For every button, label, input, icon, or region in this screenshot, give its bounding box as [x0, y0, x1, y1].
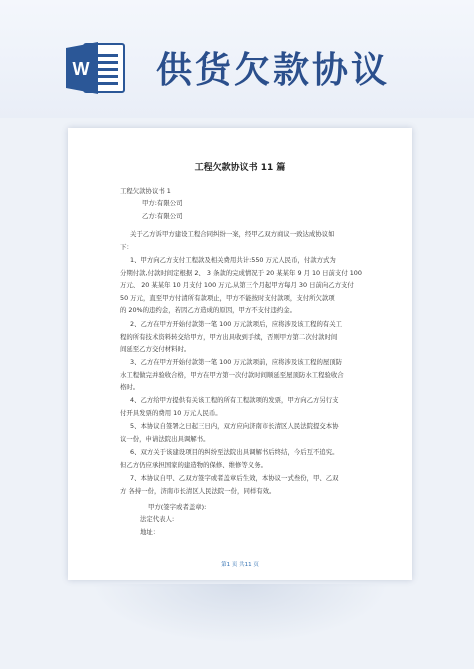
document-subtitle: 工程欠款协议书 1: [120, 187, 171, 195]
document-page: [68, 128, 412, 580]
intro-line: 下：: [120, 242, 133, 251]
clause-line: 格时。: [120, 383, 140, 392]
clause-6: [120, 446, 380, 471]
signature-representative: 法定代表人:: [140, 515, 175, 523]
party-b: 乙方:有限公司: [142, 212, 183, 220]
header-banner: [0, 0, 474, 118]
clause-line: 50 万元，直至甲方付清所有款项止，甲方不能按时支付款项，支付所欠款项: [120, 293, 335, 302]
clause-4: [120, 394, 380, 419]
clause-line: 7、本协议自甲、乙双方签字或者盖章后生效，本协议一式叁份，甲、乙双: [130, 474, 339, 482]
clause-line: 万元、 20 某某年 10 月支付 100 万元,从第三个月起甲方每月 30 日前向乙方支付: [120, 281, 354, 290]
clause-line: 2、乙方在甲方开始付款第一笔 100 万元款项后，应将涉及该工程的有关工: [130, 320, 343, 328]
clause-line: 水工程做完并验收合格，甲方在甲方第一次付款时间顺延至屋顶防水工程验收合: [120, 370, 344, 379]
clause-line: 间延至乙方交付材料时。: [120, 345, 191, 354]
clause-line: 议一份，申请法院出具调解书。: [120, 434, 210, 443]
page-shadow: [90, 584, 390, 644]
clause-line: 方 各持一份，济南市长清区人民法院一份，同样有效。: [120, 486, 276, 495]
clause-line: 的 20%的违约金，若因乙方造成的原因，甲方不支付违约金。: [120, 306, 297, 315]
signature-party-a: 甲方(签字或者盖章):: [148, 503, 207, 511]
banner-title: 供货欠款协议: [156, 50, 391, 91]
clause-1: [120, 254, 380, 317]
clause-5: [120, 420, 380, 445]
clause-line: 但乙方仍应承担国家的建造物的保修、维修等义务。: [120, 460, 267, 469]
clause-line: 3、乙方在甲方开始付款第一笔 100 万元款项前，应将涉及该工程的屋顶防: [130, 358, 343, 366]
party-a: 甲方:有限公司: [142, 199, 183, 207]
clause-7: [120, 472, 380, 497]
document-title: 工程欠款协议书 11 篇: [194, 163, 286, 173]
intro-line: 关于乙方诉甲方建设工程合同纠纷一案，经甲乙双方商议一致达成协议如: [130, 230, 335, 238]
signature-address: 地址：: [140, 528, 160, 536]
intro-paragraph: [120, 228, 380, 253]
word-logo-letter: W: [72, 59, 90, 79]
clause-line: 6、双方关于该建设项目的纠纷至法院出具调解书后终结，今后互不追究。: [130, 448, 339, 456]
clause-line: 付开具发票的费用 10 万元人民币。: [120, 408, 222, 417]
clause-line: 5、本协议自签署之日起三日内，双方应向济南市长清区人民法院提交本协: [130, 422, 339, 430]
word-document-icon: [66, 42, 126, 94]
clause-line: 分期付款,付款时间定根据 2、 3 条款的完成情况于 20 某某年 9 月 10 日前支付 100: [120, 268, 362, 277]
clause-line: 4、乙方给甲方提供有关该工程的所有工程款项的发票，甲方向乙方另行支: [130, 396, 339, 404]
clause-2: [120, 318, 380, 356]
clause-3: [120, 356, 380, 394]
clause-line: 1、甲方向乙方支付工程款及相关费用共计:550 万元人民币，付款方式为: [130, 256, 336, 264]
clause-line: 程的所有技术资料转交给甲方，甲方出具收到手续，否则甲方第二次付款时间: [120, 332, 338, 341]
page-number: 第1 页 共11 页: [221, 562, 259, 568]
